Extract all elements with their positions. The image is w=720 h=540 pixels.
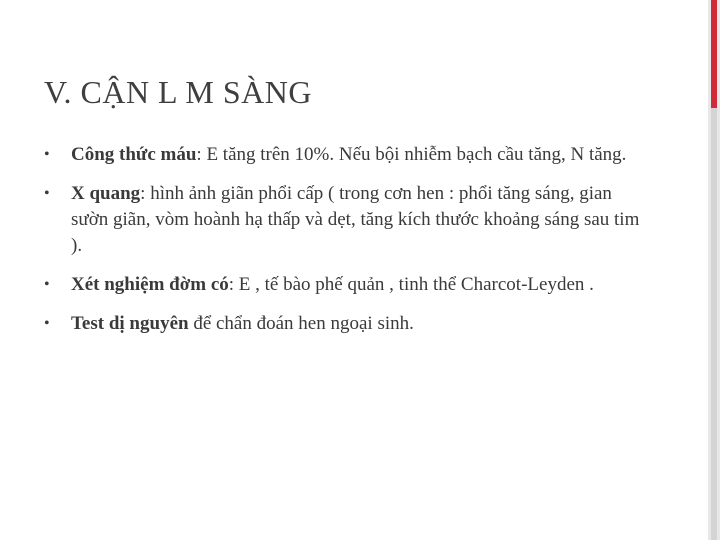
bullet-term: Công thức máu [71, 144, 197, 165]
bullet-text: : hình ảnh giãn phổi cấp ( trong cơn hen : phổi tăng sáng, gian sườn giãn, vòm hoành hạ thấp và dẹt, tăng kích thước khoảng sáng sau tim ). [71, 183, 640, 256]
bullet-term: X quang [71, 183, 141, 204]
bullet-item [44, 311, 644, 337]
bullet-dot-icon: • [44, 315, 50, 332]
bullet-dot-icon: • [44, 185, 50, 202]
bullet-item [44, 181, 644, 259]
bullet-list [44, 142, 644, 350]
right-edge-accent [711, 0, 717, 108]
bullet-item [44, 142, 644, 168]
right-edge-bar [708, 0, 720, 540]
bullet-text: : E tăng trên 10%. Nếu bội nhiễm bạch cầu tăng, N tăng. [196, 144, 627, 165]
bullet-dot-icon: • [44, 146, 50, 163]
bullet-item [44, 272, 644, 298]
bullet-term: Test dị nguyên [71, 313, 189, 334]
bullet-dot-icon: • [44, 276, 50, 293]
bullet-text: để chẩn đoán hen ngoại sinh. [188, 313, 414, 334]
bullet-term: Xét nghiệm đờm có [71, 274, 229, 295]
slide-title: V. CẬN L M SÀNG [44, 74, 312, 110]
bullet-text: : E , tế bào phế quản , tinh thể Charcot-Leyden . [228, 274, 594, 295]
